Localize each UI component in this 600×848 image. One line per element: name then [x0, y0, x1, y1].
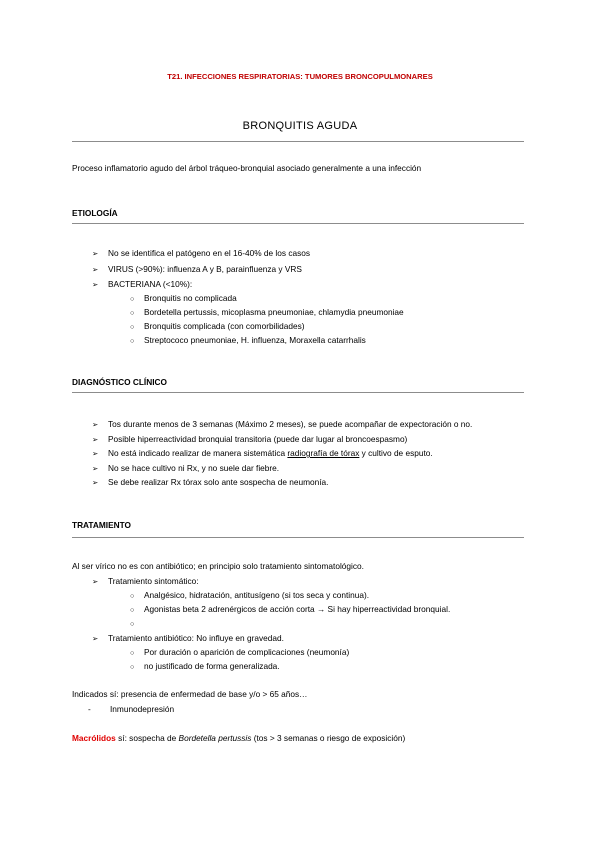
arrow-bullet-icon: ➢: [92, 577, 99, 586]
sub-list-item: [130, 618, 144, 628]
sub-list-item: ○ no justificado de forma generalizada.: [130, 661, 280, 671]
sub-list-item: ○ Streptococo pneumoniae, H. influenza, Moraxella catarrhalis: [130, 335, 366, 345]
tratamiento-intro: Al ser vírico no es con antibiótico; en principio solo tratamiento sintomatológico.: [72, 561, 364, 571]
circle-bullet-icon: ○: [130, 650, 135, 657]
dash-bullet-icon: -: [88, 704, 91, 714]
sub-list-item: ○ Bronquitis no complicada: [130, 293, 237, 303]
sub-list-item: ○ Bronquitis complicada (con comorbilidades): [130, 321, 305, 331]
list-item: ➢ Tratamiento sintomático:: [92, 576, 199, 586]
arrow-bullet-icon: ➢: [92, 478, 99, 487]
list-item: ➢ No está indicado realizar de manera sistemática radiografía de tórax y cultivo de esputo.: [92, 448, 433, 458]
section-divider: [72, 223, 524, 224]
section-heading-etiologia: ETIOLOGÍA: [72, 208, 118, 218]
sub-list-item: ○ Agonistas beta 2 adrenérgicos de acción corta → Si hay hiperreactividad bronquial.: [130, 604, 451, 614]
list-item: ➢ BACTERIANA (<10%):: [92, 279, 193, 289]
circle-bullet-icon: ○: [130, 664, 135, 671]
intro-text: Proceso inflamatorio agudo del árbol tráqueo-bronquial asociado generalmente a una infección: [72, 163, 422, 173]
arrow-bullet-icon: ➢: [92, 420, 99, 429]
list-item: ➢ No se identifica el patógeno en el 16-40% de los casos: [92, 248, 311, 258]
list-item: ➢ Tratamiento antibiótico: No influye en gravedad.: [92, 633, 284, 643]
arrow-bullet-icon: ➢: [92, 249, 99, 258]
sub-list-item: ○ Analgésico, hidratación, antitusígeno (si tos seca y continua).: [130, 590, 370, 600]
arrow-bullet-icon: ➢: [92, 449, 99, 458]
indicados-text: Indicados sí: presencia de enfermedad de base y/o > 65 años…: [72, 689, 308, 699]
title-divider: [72, 141, 524, 142]
document-header: T21. INFECCIONES RESPIRATORIAS: TUMORES BRONCOPULMONARES: [167, 72, 433, 81]
arrow-bullet-icon: ➢: [92, 280, 99, 289]
dash-list-item: - Inmunodepresión: [88, 704, 175, 714]
circle-bullet-icon: ○: [130, 310, 135, 317]
circle-bullet-icon: ○: [130, 621, 135, 628]
sub-list-item: ○ Por duración o aparición de complicaciones (neumonía): [130, 647, 350, 657]
section-divider: [72, 392, 524, 393]
list-item: ➢ No se hace cultivo ni Rx, y no suele dar fiebre.: [92, 463, 280, 473]
arrow-bullet-icon: ➢: [92, 464, 99, 473]
arrow-bullet-icon: ➢: [92, 265, 99, 274]
arrow-bullet-icon: ➢: [92, 435, 99, 444]
section-divider: [72, 537, 524, 538]
circle-bullet-icon: ○: [130, 296, 135, 303]
macrolidos-label: Macrólidos: [72, 733, 116, 743]
circle-bullet-icon: ○: [130, 593, 135, 600]
section-heading-diagnostico: DIAGNÓSTICO CLÍNICO: [72, 377, 167, 387]
page-title: BRONQUITIS AGUDA: [242, 120, 358, 132]
sub-list-item: ○ Bordetella pertussis, micoplasma pneumoniae, chlamydia pneumoniae: [130, 307, 404, 317]
section-heading-tratamiento: TRATAMIENTO: [72, 520, 131, 530]
list-item: ➢ Tos durante menos de 3 semanas (Máximo 2 meses), se puede acompañar de expectoración o no.: [92, 419, 473, 429]
circle-bullet-icon: ○: [130, 324, 135, 331]
list-item: ➢ VIRUS (>90%): influenza A y B, parainfluenza y VRS: [92, 264, 302, 274]
macrolidos-text: Macrólidos sí: sospecha de Bordetella pertussis (tos > 3 semanas o riesgo de exposición): [72, 733, 406, 743]
arrow-bullet-icon: ➢: [92, 634, 99, 643]
circle-bullet-icon: ○: [130, 338, 135, 345]
circle-bullet-icon: ○: [130, 607, 135, 614]
list-item: ➢ Posible hiperreactividad bronquial transitoria (puede dar lugar al broncoespasmo): [92, 434, 408, 444]
list-item: ➢ Se debe realizar Rx tórax solo ante sospecha de neumonía.: [92, 477, 329, 487]
